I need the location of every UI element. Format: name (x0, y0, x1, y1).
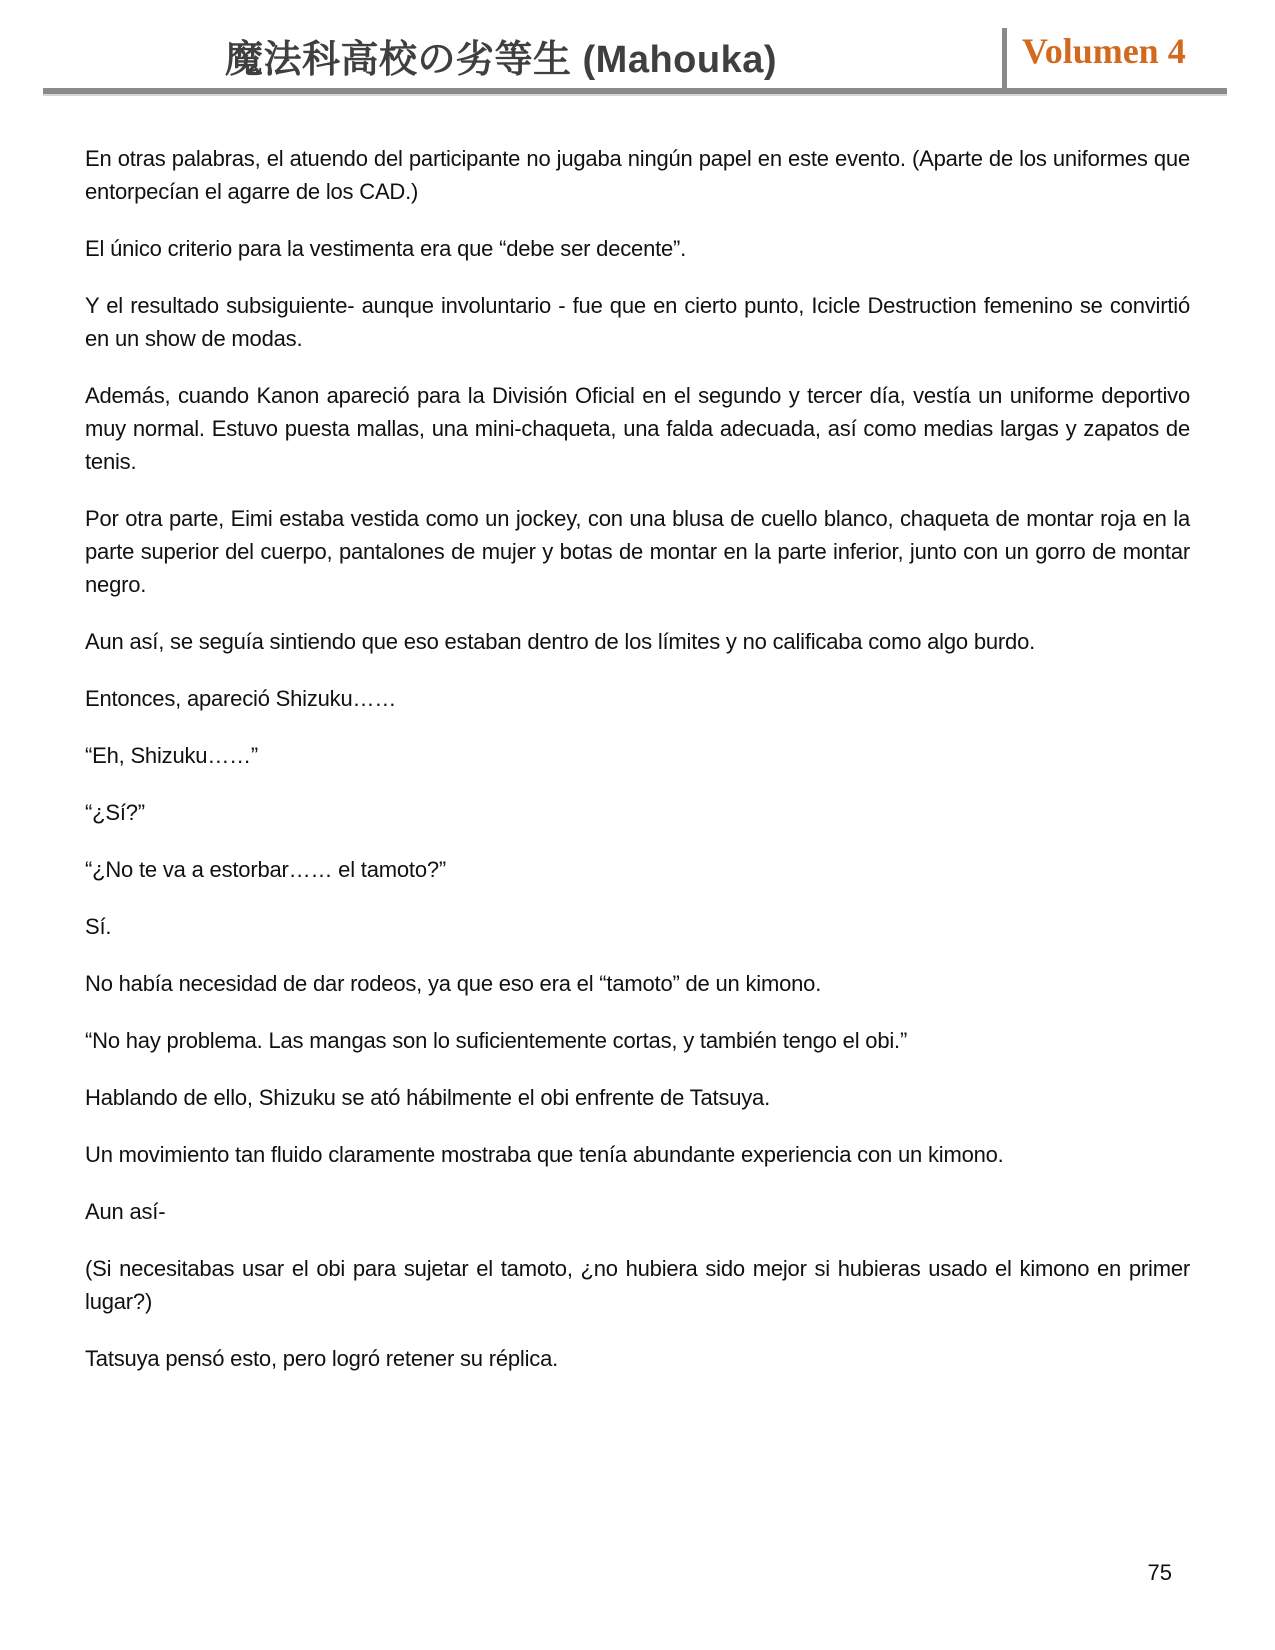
body-paragraph: No había necesidad de dar rodeos, ya que eso era el “tamoto” de un kimono. (85, 971, 822, 996)
body-paragraph: “Eh, Shizuku……” (85, 743, 259, 768)
volume-label: Volumen 4 (1022, 31, 1186, 71)
body-paragraph: En otras palabras, el atuendo del participante no jugaba ningún papel en este evento. (Aparte de los uniformes que entorpecían el agarre de los CAD.) (85, 146, 1190, 204)
body-paragraph: “¿No te va a estorbar…… el tamoto?” (85, 857, 447, 882)
body-paragraph: (Si necesitabas usar el obi para sujetar el tamoto, ¿no hubiera sido mejor si hubieras usado el kimono en primer lugar?) (85, 1256, 1190, 1314)
body-paragraph: “No hay problema. Las mangas son lo suficientemente cortas, y también tengo el obi.” (85, 1028, 908, 1053)
novel-title: 魔法科高校の劣等生 (Mahouka) (224, 39, 778, 81)
header-rule (43, 88, 1227, 94)
body-paragraph: Un movimiento tan fluido claramente mostraba que tenía abundante experiencia con un kimono. (85, 1142, 1004, 1167)
body-paragraph: Aun así- (85, 1199, 166, 1224)
body-paragraph: Por otra parte, Eimi estaba vestida como un jockey, con una blusa de cuello blanco, chaqueta de montar roja en la parte superior del cuerpo, pantalones de mujer y botas de montar en la parte inferior, junto con un gorro de montar negro. (85, 506, 1190, 597)
body-paragraph: Entonces, apareció Shizuku…… (85, 686, 397, 711)
body-paragraph: Además, cuando Kanon apareció para la División Oficial en el segundo y tercer día, vestía un uniforme deportivo muy normal. Estuvo puesta mallas, una mini-chaqueta, una falda adecuada, así como medias largas y zapatos de tenis. (85, 383, 1190, 474)
body-paragraph: Sí. (85, 914, 112, 939)
body-paragraph: Y el resultado subsiguiente- aunque involuntario - fue que en cierto punto, Icicle Destruction femenino se convirtió en un show de modas. (85, 293, 1190, 351)
body-paragraph: Hablando de ello, Shizuku se ató hábilmente el obi enfrente de Tatsuya. (85, 1085, 770, 1110)
body-paragraph: Tatsuya pensó esto, pero logró retener su réplica. (85, 1346, 559, 1371)
page-header (0, 0, 1275, 100)
header-divider (1002, 28, 1007, 94)
body-paragraph: El único criterio para la vestimenta era que “debe ser decente”. (85, 236, 687, 261)
body-paragraph: “¿Sí?” (85, 800, 145, 825)
page-content (85, 142, 1190, 1399)
body-paragraph: Aun así, se seguía sintiendo que eso estaban dentro de los límites y no calificaba como algo burdo. (85, 629, 1036, 654)
page-number: 75 (1147, 1560, 1172, 1585)
